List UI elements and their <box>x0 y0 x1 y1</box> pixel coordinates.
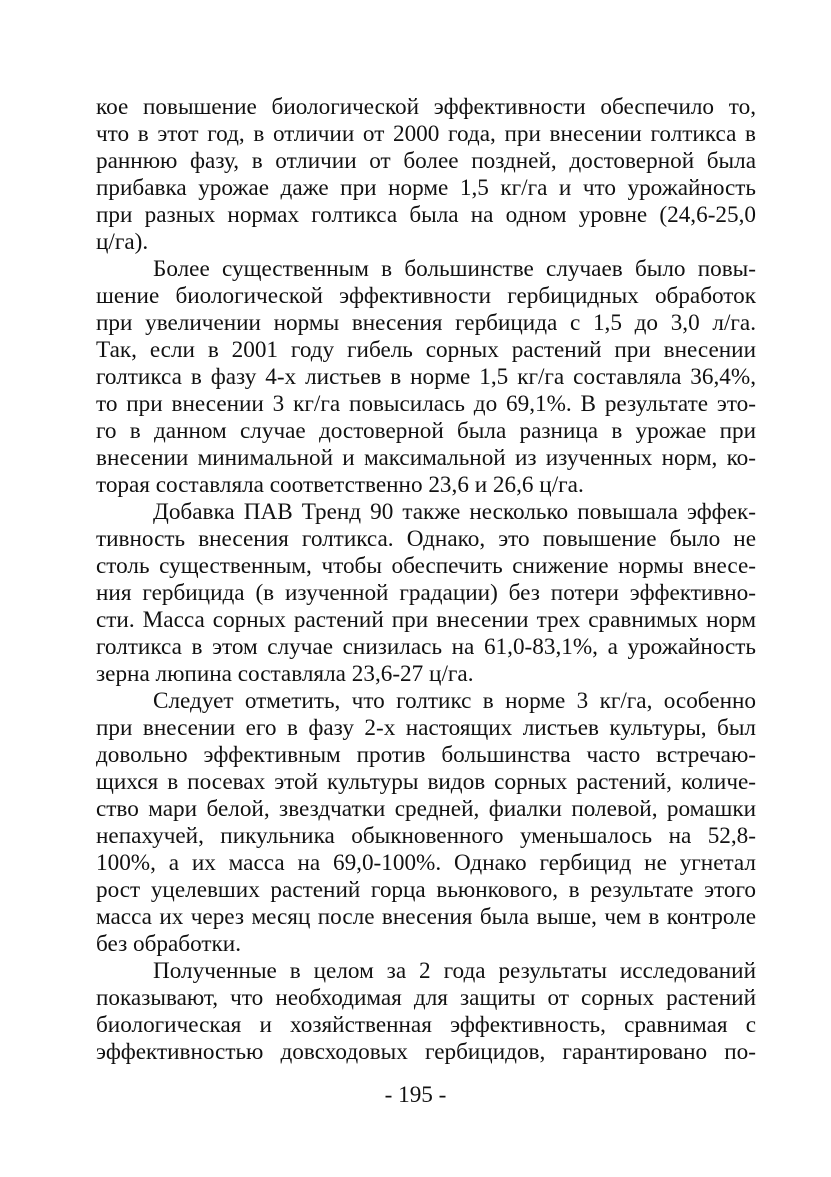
text-line: тивность внесения голтикса. Однако, это повышение было не <box>96 526 756 552</box>
text-line: щихся в посевах этой культуры видов сорных растений, количе- <box>96 769 756 795</box>
text-line: непахучей, пикульника обыкновенного уменьшалось на 52,8- <box>96 823 756 849</box>
paragraph-5 <box>96 958 756 1066</box>
text-line: то при внесении 3 кг/га повысилась до 69,1%. В результате это- <box>96 391 756 417</box>
page-body-text <box>96 94 756 1066</box>
text-line: шение биологической эффективности гербицидных обработок <box>96 283 756 309</box>
text-line: прибавка урожае даже при норме 1,5 кг/га и что урожайность <box>96 175 756 201</box>
paragraph-2 <box>96 256 756 499</box>
paragraph-3 <box>96 499 756 688</box>
text-line: Следует отметить, что голтикс в норме 3 кг/га, особенно <box>153 688 756 714</box>
text-line: Более существенным в большинстве случаев было повы- <box>153 256 756 282</box>
text-line: при увеличении нормы внесения гербицида с 1,5 до 3,0 л/га. <box>96 310 756 336</box>
text-line: что в этот год, в отличии от 2000 года, при внесении голтикса в <box>96 121 756 147</box>
text-line: эффективностью довсходовых гербицидов, гарантировано по- <box>96 1039 756 1065</box>
text-line: голтикса в этом случае снизилась на 61,0-83,1%, а урожайность <box>96 634 756 660</box>
text-line: ство мари белой, звездчатки средней, фиалки полевой, ромашки <box>96 796 756 822</box>
text-line: голтикса в фазу 4-х листьев в норме 1,5 кг/га составляла 36,4%, <box>96 364 756 390</box>
text-line: ния гербицида (в изученной градации) без потери эффективно- <box>96 580 756 606</box>
paragraph-1 <box>96 94 756 256</box>
text-line: довольно эффективным против большинства часто встречаю- <box>96 742 756 768</box>
paragraph-4 <box>96 688 756 958</box>
text-line: раннюю фазу, в отличии от более поздней, достоверной была <box>96 148 756 174</box>
text-line: сти. Масса сорных растений при внесении трех сравнимых норм <box>96 607 756 633</box>
text-line: масса их через месяц после внесения была выше, чем в контроле <box>96 904 756 930</box>
text-line: внесении минимальной и максимальной из изученных норм, ко- <box>96 445 756 471</box>
text-line: показывают, что необходимая для защиты от сорных растений <box>96 985 756 1011</box>
text-line: без обработки. <box>96 931 241 957</box>
text-line: столь существенным, чтобы обеспечить снижение нормы внесе- <box>96 553 756 579</box>
text-line: торая составляла соответственно 23,6 и 26,6 ц/га. <box>96 472 584 498</box>
text-line: Добавка ПАВ Тренд 90 также несколько повышала эффек- <box>153 499 756 525</box>
text-line: 100%, а их масса на 69,0-100%. Однако гербицид не угнетал <box>96 850 756 876</box>
text-line: при внесении его в фазу 2-х настоящих листьев культуры, был <box>96 715 756 741</box>
text-line: биологическая и хозяйственная эффективность, сравнимая с <box>96 1012 756 1038</box>
text-line: го в данном случае достоверной была разница в урожае при <box>96 418 756 444</box>
text-line: рост уцелевших растений горца вьюнкового, в результате этого <box>96 877 756 903</box>
text-line: ц/га). <box>96 229 149 255</box>
text-line: при разных нормах голтикса была на одном уровне (24,6-25,0 <box>96 202 756 228</box>
text-line: Полученные в целом за 2 года результаты исследований <box>153 958 756 984</box>
text-line: Так, если в 2001 году гибель сорных растений при внесении <box>96 337 756 363</box>
page-number: - 195 - <box>384 1082 447 1108</box>
text-line: зерна люпина составляла 23,6-27 ц/га. <box>96 661 474 687</box>
text-line: кое повышение биологической эффективности обеспечило то, <box>96 94 756 120</box>
